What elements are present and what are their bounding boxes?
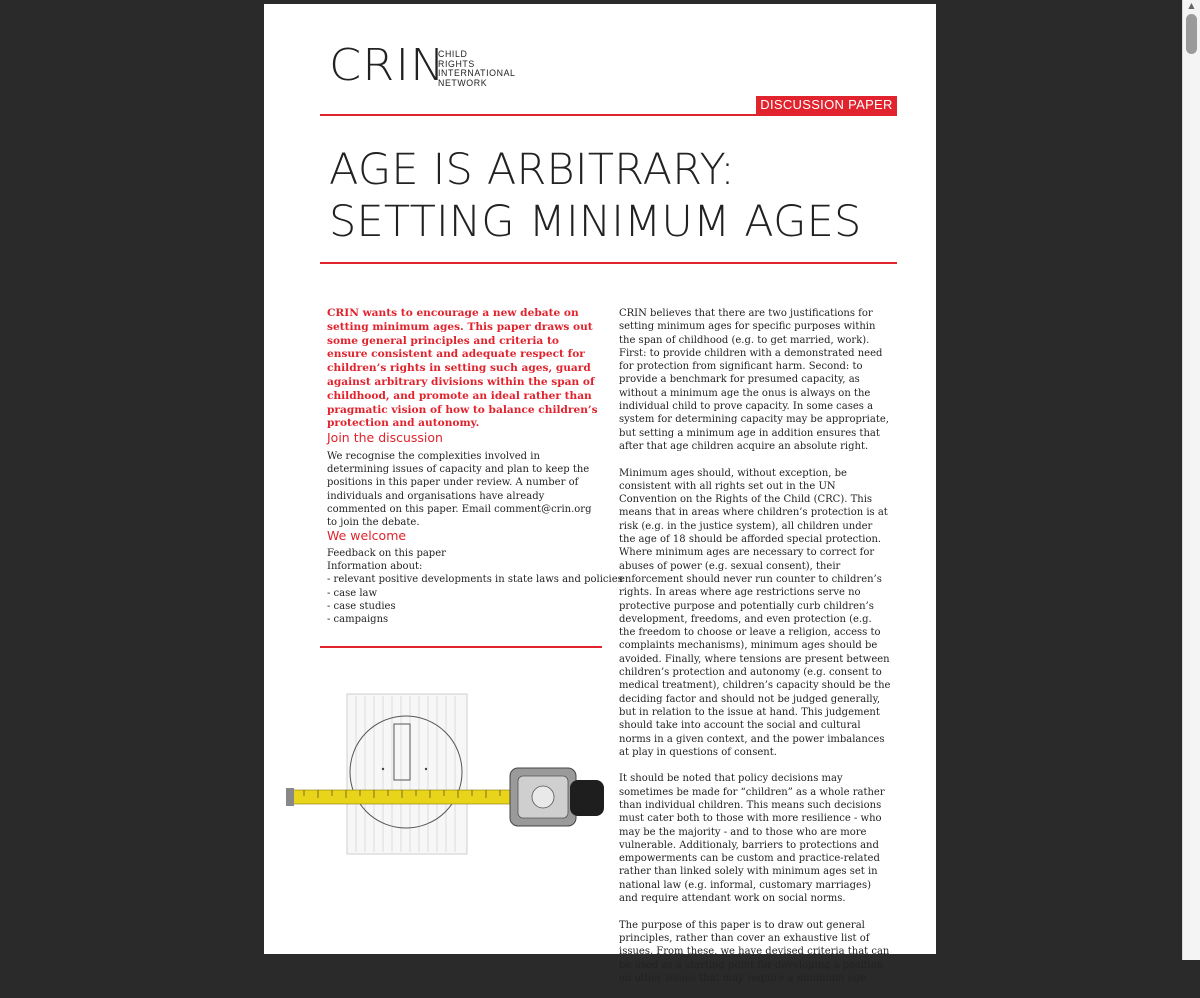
logo-subtitle-line: RIGHTS — [438, 58, 475, 69]
intro-paragraph: CRIN wants to encourage a new debate on setting minimum ages. This paper draws out some general principles and criteria to ensure consistent and adequate respect for children’s rights in setting such ages, guard against arbitrary divisions within the span of childhood, and promote an ideal rather than pragmatic vision of how to balance children’s protection and autonomy. — [327, 307, 598, 430]
body-paragraph: Minimum ages should, without exception, be consistent with all rights set out in the UN Convention on the Rights of the Child (CRC). This means that in areas where children’s protection is at risk (e.g. in the justice system), all children under the age of 18 should be afforded special protection. Where minimum ages are necessary to correct for abuses of power (e.g. sexual consent), their enforcement should never run counter to children’s rights. In areas where age restrictions serve no protective purpose and potentially curb children’s development, freedoms, and even protection (e.g. the freedom to choose or leave a religion, access to complaints mechanisms), minimum ages should be avoided. Finally, where tensions are present between children’s protection and autonomy (e.g. consent to medical treatment), children’s capacity should be the deciding factor and should not be judged generally, but in relation to the issue at hand. This judgement should take into account the social and cultural norms in a given context, and the power imbalances at play in questions of consent. — [619, 467, 891, 758]
measuring-tape-photo — [284, 684, 614, 874]
join-heading: Join the discussion — [327, 430, 443, 445]
title-rule — [320, 262, 897, 264]
body-paragraph: The purpose of this paper is to draw out general principles, rather than cover an exhaustive list of issues. From these, we have devised criteria that can be used as a starting point for developing a position on other issues that may require a minimum age. — [619, 919, 890, 984]
discussion-paper-tag: DISCUSSION PAPER — [756, 96, 897, 114]
title-line: SETTING MINIMUM AGES — [329, 197, 862, 247]
body-paragraph: It should be noted that policy decisions may sometimes be made for “children” as a whole rather than individual children. This means such decisions must cater both to those with more resilience - who may be the majority - and to those who are more vulnerable. Additionaly, barriers to protections and empowerments can be custom and practice-related rather than linked solely with minimum ages set in national law (e.g. informal, customary marriages) and require attendant work on social norms. — [619, 773, 885, 905]
vertical-scrollbar[interactable] — [1182, 0, 1200, 960]
header-rule — [320, 114, 897, 116]
list-item: Information about: — [327, 561, 423, 573]
list-item: - campaigns — [327, 614, 389, 626]
list-item: - case studies — [327, 600, 396, 612]
body-paragraph: CRIN believes that there are two justifications for setting minimum ages for specific purposes within the span of childhood (e.g. to get married, work). First: to provide children with a demonstrated need for protection from significant harm. Second: to provide a benchmark for presumed capacity, as without a minimum age the onus is always on the individual child to prove capacity. In some cases a system for determining capacity may be appropriate, but setting a minimum age in addition ensures that after that age children acquire an absolute right. — [619, 308, 889, 452]
page-title — [329, 144, 889, 248]
logo-subtitle-line: CHILD — [438, 49, 468, 59]
welcome-list — [327, 547, 623, 626]
logo-subtitle — [438, 50, 516, 88]
document-page — [264, 4, 936, 984]
sidebar-rule — [320, 646, 602, 648]
scroll-up-arrow-icon[interactable]: ▲ — [1188, 1, 1195, 10]
welcome-heading: We welcome — [327, 528, 407, 543]
body-column — [619, 307, 891, 998]
scroll-thumb[interactable] — [1186, 14, 1197, 54]
list-item: - relevant positive developments in state laws and policies — [327, 574, 623, 586]
logo-wordmark: CRIN — [329, 40, 446, 91]
logo-subtitle-line: NETWORK — [438, 77, 488, 88]
list-item: - case law — [327, 587, 378, 599]
title-line: AGE IS ARBITRARY: — [329, 145, 735, 195]
logo-subtitle-line: INTERNATIONAL — [438, 68, 516, 79]
join-body: We recognise the complexities involved in determining issues of capacity and plan to keep the positions in this paper under review. A number of individuals and organisations have already commented on this paper. Email comment@crin.org to join the debate. — [327, 451, 592, 529]
list-item: Feedback on this paper — [327, 548, 446, 559]
